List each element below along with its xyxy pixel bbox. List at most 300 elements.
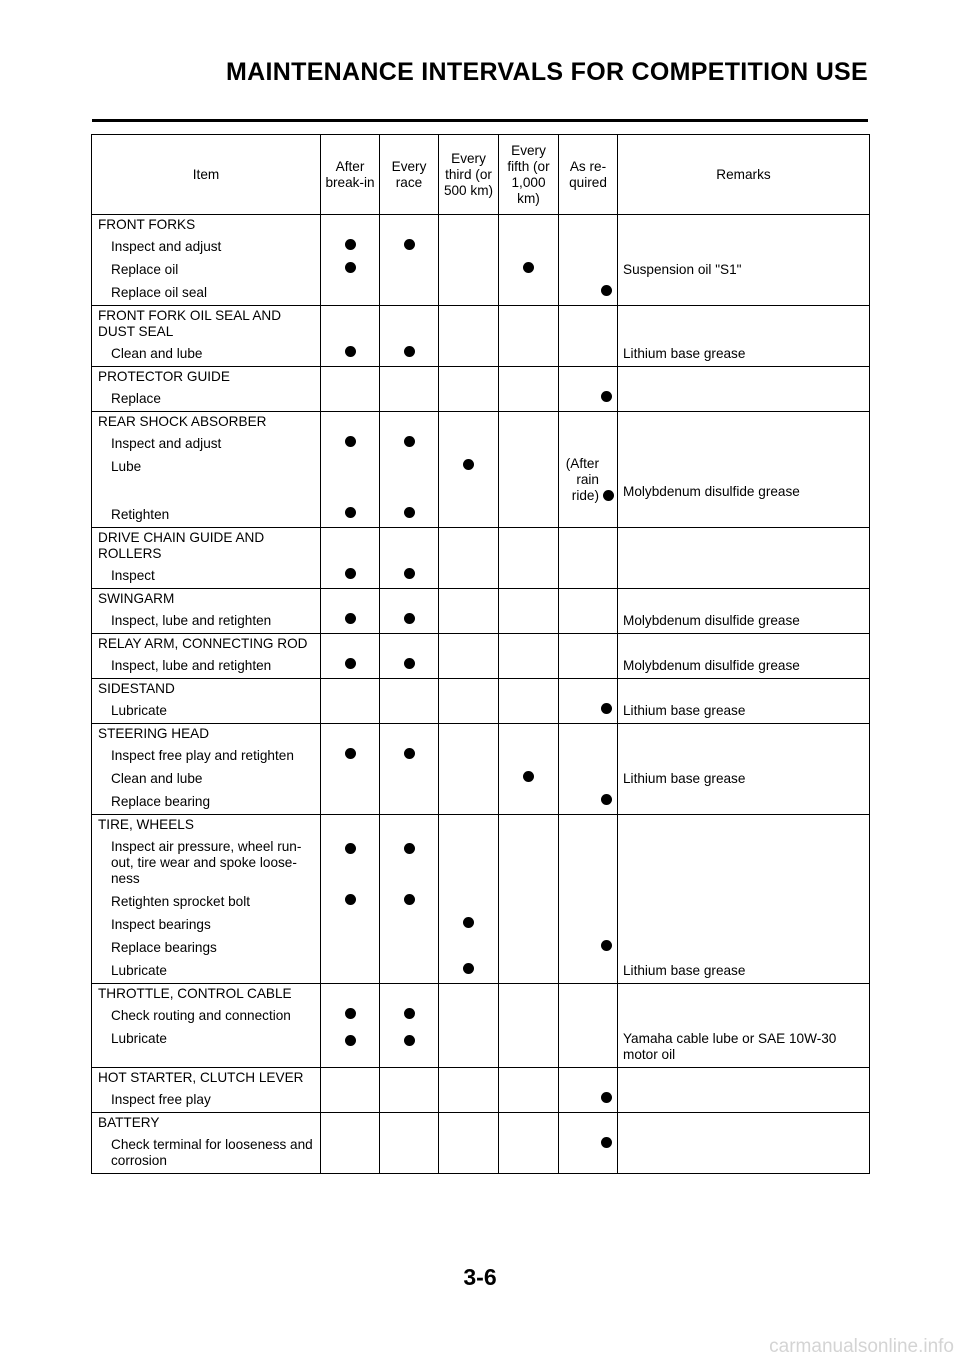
bullet-mark-icon	[404, 1035, 415, 1046]
interval-cell	[380, 433, 439, 456]
bullet-mark-icon	[404, 436, 415, 447]
interval-cell	[559, 891, 618, 914]
interval-cell	[321, 388, 380, 412]
interval-cell	[559, 1134, 618, 1174]
interval-cell	[321, 836, 380, 891]
section-title: SWINGARM	[92, 589, 321, 611]
interval-cell	[499, 700, 559, 724]
interval-cell	[439, 565, 499, 589]
section-title: REAR SHOCK ABSORBER	[92, 412, 321, 434]
header-after-break-in: After break-in	[321, 135, 380, 215]
interval-cell	[559, 456, 618, 504]
interval-cell	[321, 610, 380, 634]
interval-cell	[380, 914, 439, 937]
interval-cell	[559, 768, 618, 791]
bullet-mark-icon	[463, 963, 474, 974]
table-row	[92, 259, 870, 282]
interval-cell	[321, 343, 380, 367]
section-title: PROTECTOR GUIDE	[92, 367, 321, 389]
header-every-fifth: Every fifth (or 1,000 km)	[499, 135, 559, 215]
empty-cell	[499, 1068, 559, 1090]
interval-cell	[321, 259, 380, 282]
table-row	[92, 768, 870, 791]
table-row	[92, 610, 870, 634]
interval-cell	[380, 1134, 439, 1174]
empty-cell	[321, 1068, 380, 1090]
interval-cell	[439, 791, 499, 815]
item-label: Replace	[92, 388, 321, 412]
empty-cell	[559, 724, 618, 746]
empty-cell	[380, 1113, 439, 1135]
section-row	[92, 724, 870, 746]
interval-cell	[321, 937, 380, 960]
bullet-mark-icon	[345, 507, 356, 518]
noted-mark	[559, 456, 614, 504]
interval-cell	[439, 343, 499, 367]
table-row	[92, 1005, 870, 1028]
empty-cell	[559, 589, 618, 611]
interval-cell	[380, 1005, 439, 1028]
item-remark	[618, 388, 870, 412]
interval-cell	[499, 388, 559, 412]
item-label: Inspect bearings	[92, 914, 321, 937]
empty-cell	[380, 984, 439, 1006]
interval-cell	[321, 1028, 380, 1068]
interval-cell	[439, 1028, 499, 1068]
interval-cell	[321, 791, 380, 815]
table-row	[92, 655, 870, 679]
empty-cell	[559, 634, 618, 656]
table-row	[92, 914, 870, 937]
table-row	[92, 433, 870, 456]
item-label: Lube	[92, 456, 321, 504]
table-row	[92, 282, 870, 306]
empty-cell	[618, 367, 870, 389]
interval-cell	[559, 1028, 618, 1068]
empty-cell	[499, 412, 559, 434]
empty-cell	[618, 589, 870, 611]
empty-cell	[618, 306, 870, 344]
empty-cell	[321, 1113, 380, 1135]
bullet-mark-icon	[601, 940, 612, 951]
bullet-mark-icon	[404, 748, 415, 759]
interval-cell	[499, 1028, 559, 1068]
empty-cell	[618, 1113, 870, 1135]
interval-cell	[559, 745, 618, 768]
bullet-mark-icon	[404, 894, 415, 905]
table-body	[92, 215, 870, 1174]
interval-cell	[380, 960, 439, 984]
item-label: Inspect free play	[92, 1089, 321, 1113]
empty-cell	[499, 367, 559, 389]
bullet-mark-icon	[345, 1008, 356, 1019]
interval-cell	[499, 282, 559, 306]
empty-cell	[439, 589, 499, 611]
empty-cell	[618, 634, 870, 656]
table-row	[92, 836, 870, 891]
bullet-mark-icon	[404, 658, 415, 669]
item-remark: Lithium base grease	[618, 343, 870, 367]
section-title: BATTERY	[92, 1113, 321, 1135]
bullet-mark-icon	[463, 917, 474, 928]
bullet-mark-icon	[345, 658, 356, 669]
item-label: Inspect, lube and retighten	[92, 610, 321, 634]
empty-cell	[559, 984, 618, 1006]
empty-cell	[439, 412, 499, 434]
empty-cell	[559, 1068, 618, 1090]
interval-cell	[380, 655, 439, 679]
item-label: Lubricate	[92, 960, 321, 984]
interval-cell	[499, 791, 559, 815]
bullet-mark-icon	[404, 613, 415, 624]
bullet-mark-icon	[345, 843, 356, 854]
interval-cell	[499, 343, 559, 367]
empty-cell	[380, 412, 439, 434]
bullet-mark-icon	[404, 1008, 415, 1019]
table-row	[92, 745, 870, 768]
header-item: Item	[92, 135, 321, 215]
empty-cell	[321, 984, 380, 1006]
interval-cell	[499, 745, 559, 768]
item-label: Lubricate	[92, 700, 321, 724]
bullet-mark-icon	[601, 1092, 612, 1103]
empty-cell	[380, 724, 439, 746]
item-label: Check routing and connection	[92, 1005, 321, 1028]
empty-cell	[559, 679, 618, 701]
interval-cell	[559, 836, 618, 891]
item-remark	[618, 937, 870, 960]
empty-cell	[618, 984, 870, 1006]
interval-cell	[380, 259, 439, 282]
item-remark: Yamaha cable lube or SAE 10W-30 motor oil	[618, 1028, 870, 1068]
section-title: FRONT FORKS	[92, 215, 321, 237]
empty-cell	[499, 679, 559, 701]
empty-cell	[559, 215, 618, 237]
interval-cell	[439, 937, 499, 960]
interval-cell	[499, 610, 559, 634]
interval-cell	[321, 960, 380, 984]
interval-cell	[321, 655, 380, 679]
table-row	[92, 960, 870, 984]
interval-cell	[559, 504, 618, 528]
bullet-mark-icon	[603, 490, 614, 501]
section-row	[92, 367, 870, 389]
empty-cell	[499, 815, 559, 837]
interval-cell	[439, 891, 499, 914]
item-remark: Suspension oil "S1"	[618, 259, 870, 282]
empty-cell	[439, 984, 499, 1006]
interval-cell	[499, 1134, 559, 1174]
empty-cell	[380, 367, 439, 389]
empty-cell	[499, 634, 559, 656]
empty-cell	[380, 528, 439, 566]
interval-cell	[380, 388, 439, 412]
item-remark: Lithium base grease	[618, 960, 870, 984]
interval-cell	[559, 388, 618, 412]
empty-cell	[618, 1068, 870, 1090]
header-remarks: Remarks	[618, 135, 870, 215]
empty-cell	[618, 412, 870, 434]
interval-cell	[439, 655, 499, 679]
section-title: HOT STARTER, CLUTCH LEVER	[92, 1068, 321, 1090]
item-remark	[618, 236, 870, 259]
empty-cell	[439, 215, 499, 237]
interval-cell	[439, 282, 499, 306]
empty-cell	[559, 528, 618, 566]
item-remark	[618, 1134, 870, 1174]
empty-cell	[380, 306, 439, 344]
interval-cell	[439, 768, 499, 791]
table-row	[92, 1089, 870, 1113]
table-row	[92, 937, 870, 960]
item-remark: Molybdenum disulfide grease	[618, 456, 870, 504]
item-remark	[618, 791, 870, 815]
section-row	[92, 815, 870, 837]
interval-cell	[439, 960, 499, 984]
bullet-mark-icon	[345, 436, 356, 447]
interval-cell	[321, 914, 380, 937]
interval-cell	[439, 1134, 499, 1174]
item-remark	[618, 565, 870, 589]
interval-cell	[559, 610, 618, 634]
empty-cell	[321, 412, 380, 434]
empty-cell	[559, 306, 618, 344]
empty-cell	[380, 634, 439, 656]
section-title: TIRE, WHEELS	[92, 815, 321, 837]
bullet-mark-icon	[601, 794, 612, 805]
item-label: Clean and lube	[92, 343, 321, 367]
item-remark	[618, 1005, 870, 1028]
interval-cell	[499, 768, 559, 791]
item-remark	[618, 745, 870, 768]
interval-cell	[380, 1089, 439, 1113]
interval-cell	[499, 456, 559, 504]
table-row	[92, 388, 870, 412]
empty-cell	[321, 724, 380, 746]
empty-cell	[618, 215, 870, 237]
empty-cell	[439, 528, 499, 566]
bullet-mark-icon	[345, 613, 356, 624]
empty-cell	[321, 528, 380, 566]
interval-cell	[380, 745, 439, 768]
header-every-race: Every race	[380, 135, 439, 215]
bullet-mark-icon	[345, 894, 356, 905]
interval-cell	[559, 960, 618, 984]
table-row	[92, 504, 870, 528]
empty-cell	[559, 367, 618, 389]
section-title: RELAY ARM, CONNECTING ROD	[92, 634, 321, 656]
item-label: Clean and lube	[92, 768, 321, 791]
interval-cell	[559, 1005, 618, 1028]
section-title: SIDESTAND	[92, 679, 321, 701]
table-row	[92, 1028, 870, 1068]
item-remark	[618, 504, 870, 528]
empty-cell	[618, 724, 870, 746]
interval-cell	[439, 1089, 499, 1113]
interval-cell	[380, 456, 439, 504]
empty-cell	[559, 815, 618, 837]
interval-cell	[559, 282, 618, 306]
interval-cell	[380, 937, 439, 960]
item-remark	[618, 914, 870, 937]
interval-cell	[380, 565, 439, 589]
bullet-mark-icon	[601, 703, 612, 714]
interval-cell	[559, 700, 618, 724]
bullet-mark-icon	[345, 346, 356, 357]
empty-cell	[499, 1113, 559, 1135]
interval-cell	[321, 768, 380, 791]
interval-cell	[499, 891, 559, 914]
empty-cell	[321, 589, 380, 611]
bullet-mark-icon	[601, 391, 612, 402]
item-label: Replace bearing	[92, 791, 321, 815]
empty-cell	[559, 412, 618, 434]
interval-cell	[559, 433, 618, 456]
empty-cell	[380, 1068, 439, 1090]
maintenance-table	[91, 134, 870, 1174]
section-row	[92, 306, 870, 344]
empty-cell	[618, 528, 870, 566]
bullet-mark-icon	[601, 285, 612, 296]
empty-cell	[499, 215, 559, 237]
empty-cell	[380, 215, 439, 237]
interval-cell	[559, 655, 618, 679]
bullet-mark-icon	[345, 262, 356, 273]
interval-cell	[559, 236, 618, 259]
interval-cell	[439, 700, 499, 724]
interval-cell	[380, 343, 439, 367]
empty-cell	[321, 306, 380, 344]
interval-cell	[439, 745, 499, 768]
interval-cell	[499, 914, 559, 937]
interval-cell	[321, 504, 380, 528]
page-number: 3-6	[463, 1264, 497, 1290]
item-remark	[618, 836, 870, 891]
bullet-mark-icon	[601, 1137, 612, 1148]
bullet-mark-icon	[523, 262, 534, 273]
interval-cell	[439, 388, 499, 412]
item-label: Retighten	[92, 504, 321, 528]
item-label: Inspect, lube and retighten	[92, 655, 321, 679]
item-label: Replace oil	[92, 259, 321, 282]
item-remark	[618, 433, 870, 456]
interval-cell	[321, 1134, 380, 1174]
interval-cell	[499, 504, 559, 528]
interval-cell	[321, 891, 380, 914]
interval-cell	[499, 836, 559, 891]
empty-cell	[439, 679, 499, 701]
interval-cell	[499, 236, 559, 259]
section-row	[92, 634, 870, 656]
watermark: carmanualsonline.info	[769, 1336, 954, 1357]
interval-cell	[559, 259, 618, 282]
interval-cell	[321, 745, 380, 768]
interval-cell	[321, 1089, 380, 1113]
interval-cell	[380, 836, 439, 891]
section-row	[92, 528, 870, 566]
item-remark	[618, 1089, 870, 1113]
interval-cell	[321, 700, 380, 724]
interval-cell	[321, 433, 380, 456]
item-remark	[618, 891, 870, 914]
interval-cell	[439, 610, 499, 634]
interval-cell	[439, 433, 499, 456]
section-row	[92, 412, 870, 434]
empty-cell	[499, 589, 559, 611]
empty-cell	[321, 367, 380, 389]
item-remark: Lithium base grease	[618, 768, 870, 791]
bullet-mark-icon	[345, 568, 356, 579]
table-row	[92, 791, 870, 815]
interval-cell	[439, 1005, 499, 1028]
item-label: Inspect and adjust	[92, 433, 321, 456]
empty-cell	[380, 679, 439, 701]
item-label: Check terminal for looseness and corrosion	[92, 1134, 321, 1174]
item-label: Replace oil seal	[92, 282, 321, 306]
section-title: STEERING HEAD	[92, 724, 321, 746]
empty-cell	[559, 1113, 618, 1135]
empty-cell	[439, 634, 499, 656]
interval-cell	[559, 1089, 618, 1113]
section-row	[92, 1068, 870, 1090]
interval-cell	[499, 259, 559, 282]
bullet-mark-icon	[345, 239, 356, 250]
header-every-third: Every third (or 500 km)	[439, 135, 499, 215]
interval-cell	[321, 1005, 380, 1028]
page-title: MAINTENANCE INTERVALS FOR COMPETITION USE	[226, 58, 868, 86]
item-label: Replace bearings	[92, 937, 321, 960]
empty-cell	[499, 724, 559, 746]
empty-cell	[439, 1068, 499, 1090]
item-label: Inspect free play and retighten	[92, 745, 321, 768]
empty-cell	[499, 984, 559, 1006]
bullet-mark-icon	[345, 1035, 356, 1046]
empty-cell	[321, 815, 380, 837]
section-title: FRONT FORK OIL SEAL AND DUST SEAL	[92, 306, 321, 344]
interval-cell	[321, 456, 380, 504]
item-label: Inspect	[92, 565, 321, 589]
bullet-mark-icon	[523, 771, 534, 782]
interval-cell	[439, 236, 499, 259]
interval-cell	[499, 960, 559, 984]
table-row	[92, 236, 870, 259]
interval-cell	[499, 937, 559, 960]
interval-cell	[499, 433, 559, 456]
empty-cell	[321, 679, 380, 701]
interval-cell	[380, 236, 439, 259]
empty-cell	[380, 589, 439, 611]
section-title: DRIVE CHAIN GUIDE AND ROLLERS	[92, 528, 321, 566]
interval-cell	[499, 565, 559, 589]
item-label: Retighten sprocket bolt	[92, 891, 321, 914]
bullet-mark-icon	[404, 843, 415, 854]
interval-cell	[439, 504, 499, 528]
interval-cell	[439, 456, 499, 504]
empty-cell	[321, 634, 380, 656]
empty-cell	[499, 306, 559, 344]
section-row	[92, 984, 870, 1006]
interval-cell	[321, 565, 380, 589]
interval-cell	[380, 791, 439, 815]
empty-cell	[321, 215, 380, 237]
interval-cell	[321, 282, 380, 306]
bullet-mark-icon	[345, 748, 356, 759]
table-row	[92, 1134, 870, 1174]
item-remark: Molybdenum disulfide grease	[618, 610, 870, 634]
table-row	[92, 700, 870, 724]
interval-cell	[499, 1005, 559, 1028]
item-label: Lubricate	[92, 1028, 321, 1068]
